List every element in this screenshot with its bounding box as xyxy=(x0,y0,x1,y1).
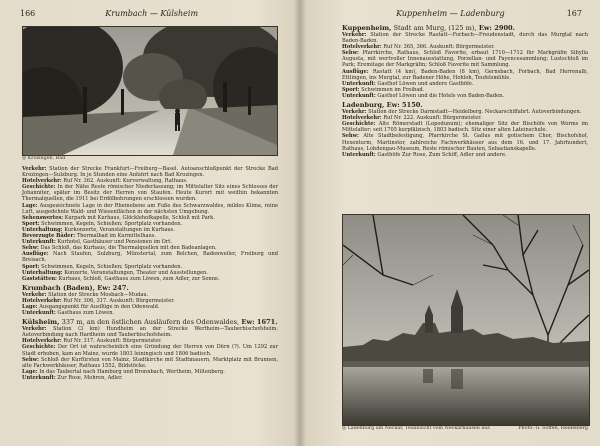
krozingen-entry-body xyxy=(22,166,278,282)
ladenburg-photo-caption: ◎ Ladenburg am Neckar, Teilansicht vom Neckarhausen aus Photo: G. Söffen, Heidelberg xyxy=(342,426,588,431)
ladenburg-entry xyxy=(342,101,588,158)
paragraph: Geschichte: Alte Römerstadt (Lopodunum); ehemaliger Sitz der Bischöfe von Worms im Mittelalter; seit 1705 kurpfälzisch, 1803 badisch. Sitz einer alten Lateinschule. xyxy=(342,121,588,134)
paragraph: Sehw: Das Schloß, das Kurhaus, die Thermalquellen mit den Badeanlagen. xyxy=(22,245,217,252)
caption-mark-icon: ◎ xyxy=(22,156,28,161)
paragraph: Hotelverkehr: Ruf Nr. 222. Auskunft: Bürgermeister. xyxy=(342,115,482,122)
paragraph: Unterkunft: Gasthof Löwen und die Hotels von Baden-Baden. xyxy=(342,92,505,99)
entry-title: Kuppenheim, Stadt am Murg, (125 m), Ew: 2900. xyxy=(342,24,515,32)
paragraph: Sport: Schwimmen, Kegeln, Schießen; Sportplatz vorhanden. xyxy=(22,220,183,227)
paragraph: Unterkunft: Gasthöfe Zur Rose, Zum Schiff, Adler und andere. xyxy=(342,151,507,158)
paragraph: Lage: Ausgezeichnete Lage in der Rheinebene am Fuße des Schwarzwaldes, mildes Klima, reine Luft, ausgedehnte Wald- und Wiesenflächen in der nächsten Umgebung. xyxy=(22,202,278,215)
entry-title: Ladenburg, Ew: 5150. xyxy=(342,101,423,110)
left-page-number: 166 xyxy=(20,8,36,18)
river-town-photo-illustration xyxy=(343,215,589,425)
krozingen-photo-caption: ◎ Krozingen, Bad xyxy=(22,156,66,161)
paragraph: Verkehr: Station der Strecke Mosbach—Mudau. xyxy=(22,291,149,298)
paragraph: Sehw: Pfarrkirche, Rathaus, Schloß Favorite, erbaut 1710—1712 für Markgräfin Sibylla Augusta, mit wertvoller Innenausstattung, Porzellan- und Fayencesammlung; Lustschloß im Park; Eremitage der Markgräfin; Schloß Favorite mit Sammlung. xyxy=(342,50,588,69)
paragraph: Hotelverkehr: Ruf Nr. 306, 317. Auskunft: Bürgermeister. xyxy=(22,297,175,304)
paragraph: Unterhaltung: Konzerte, Veranstaltungen, Theater und Ausstellungen. xyxy=(22,269,208,276)
paragraph: Geschichte: Der Ort ist wahrscheinlich eine Gründung der Herren von Dürn (?). Um 1292 zur Stadt erhoben, kam an Mainz, wurde 1803 leiningisch und 1806 badisch. xyxy=(22,344,278,357)
paragraph: Ausflüge: Rastatt (4 km), Baden-Baden (8 km), Gernsbach, Forbach, Bad Herrenalb, Ettlingen, ins Murgtal, zur Badener Höhe, Hohloh, Teufelsmühle. xyxy=(342,68,588,81)
right-gutter-shadow xyxy=(300,0,306,446)
paragraph: Gaststätten: Kurhaus, Schloß, Gasthaus zum Löwen, zum Adler, zur Sonne. xyxy=(22,275,220,282)
paragraph: Sehenswertes: Kurpark mit Kurhaus, Glöcklehofkapelle, Schloß mit Park. xyxy=(22,214,215,221)
paragraph: Verkehr: Station der Strecke Frankfurt—Freiburg—Basel. Autoanschlußpunkt der Strecke Bad Krozingen—Sulzburg. In je Stunden eine Anfahrt nach Bad Krozingen. xyxy=(22,166,278,179)
paragraph: Geschichte: In der Nähe Reste römischer Niederlassung; im Mittelalter Sitz eines Schlosses der Johanniter, später im Besitz der Herren von Staufen. Heute Kurort mit weithin bekannten Thermalquellen, die 1911 bei Erdölbohrungen erschlossen wurden. xyxy=(22,184,278,203)
paragraph: Bevorzugte Bäder: Thermalbad im Kurmittelhaus. xyxy=(22,233,157,240)
park-photo-illustration xyxy=(23,27,277,155)
left-running-head xyxy=(20,7,282,19)
ladenburg-photo xyxy=(342,214,590,426)
kuppenheim-entry xyxy=(342,24,588,99)
paragraph: Ausflüge: Nach Staufen, Sulzburg, Münstertal, zum Belchen, Badenweiler, Freiburg und Breisach. xyxy=(22,251,278,264)
paragraph: Hotelverkehr: Ruf Nr. 317. Auskunft: Bürgermeister. xyxy=(22,338,162,345)
paragraph: Unterhaltung: Kurkonzerte, Veranstaltungen im Kurhaus. xyxy=(22,226,175,233)
right-running-head xyxy=(320,7,582,19)
paragraph: Sport: Schwimmen im Freibad. xyxy=(342,86,425,93)
paragraph: Verkehr: Station (3 km) Hundheim an der Strecke Wertheim—Tauberbischofsheim. Autoverbindung nach Hardheim und Tauberbischofsheim. xyxy=(22,326,278,339)
right-page xyxy=(300,0,600,446)
entry-title: Krumbach (Baden), Ew: 247. xyxy=(22,283,129,292)
caption-mark-icon: ◎ xyxy=(342,426,348,431)
entry-title: Külsheim, 337 m, an den östlichen Ausläufern des Odenwaldes, Ew: 1671. xyxy=(22,318,278,327)
paragraph: Sehw: Schloß der Kurfürsten von Mainz, Stadtkirche mit Stadtmauern, Marktplatz mit Brunnen, alte Fachwerkhäuser, Rathaus 1552, Bildstöcke. xyxy=(22,356,278,369)
paragraph: Unterkunft: Gasthof Löwen und andere Gasthöfe. xyxy=(342,80,474,87)
paragraph: Unterkunft: Kurhotel, Gasthäuser und Pensionen im Ort. xyxy=(22,239,172,246)
paragraph: Sehw: Alte Stadtbefestigung, Pfarrkirche St. Gallus mit gotischem Chor, Bischofshof, Hexenturm, Martinstor, zahlreiche Fachwerkhäuser aus dem 16. und 17. Jahrhundert, Rathaus, Lobdengau-Museum, Reste römischer Bauten, Sebastianskapelle. xyxy=(342,133,588,152)
paragraph: Unterkunft: Zur Rose, Mohren, Adler. xyxy=(22,374,123,381)
paragraph: Verkehr: Station der Strecke Darmstadt—Heidelberg. Neckarschiffahrt. Autoverbindungen. xyxy=(342,109,582,116)
paragraph: Sport: Schwimmen, Kegeln, Schießen; Sportplatz vorhanden. xyxy=(22,263,183,270)
paragraph: Unterkunft: Gasthaus zum Löwen. xyxy=(22,310,115,317)
paragraph: Verkehr: Station der Strecke Rastatt—Forbach—Freudenstadt, durch das Murgtal nach Baden-Baden. xyxy=(342,32,588,45)
left-running-title: Krumbach — Külsheim xyxy=(105,8,199,18)
left-text-block xyxy=(22,166,278,381)
right-running-title: Kuppenheim — Ladenburg xyxy=(396,8,505,18)
paragraph: Hotelverkehr: Ruf Nr. 365, 366. Auskunft: Bürgermeister. xyxy=(342,44,495,51)
paragraph: Lage: In das Taubertal nach Hamburg und Bronnbach, Wertheim, Miltenberg. xyxy=(22,368,225,375)
paragraph: Hotelverkehr: Ruf Nr. 362. Auskunft: Kurverwaltung, Rathaus. xyxy=(22,178,188,185)
kuelsheim-entry xyxy=(22,318,278,381)
right-text-block xyxy=(342,22,588,158)
paragraph: Lage: Ausgangspunkt für Ausflüge in den Odenwald. xyxy=(22,303,160,310)
krumbach-entry xyxy=(22,284,278,316)
photo-credit: Photo: G. Söffen, Heidelberg xyxy=(518,426,588,431)
right-page-number: 167 xyxy=(566,8,582,18)
krozingen-photo xyxy=(22,26,278,156)
